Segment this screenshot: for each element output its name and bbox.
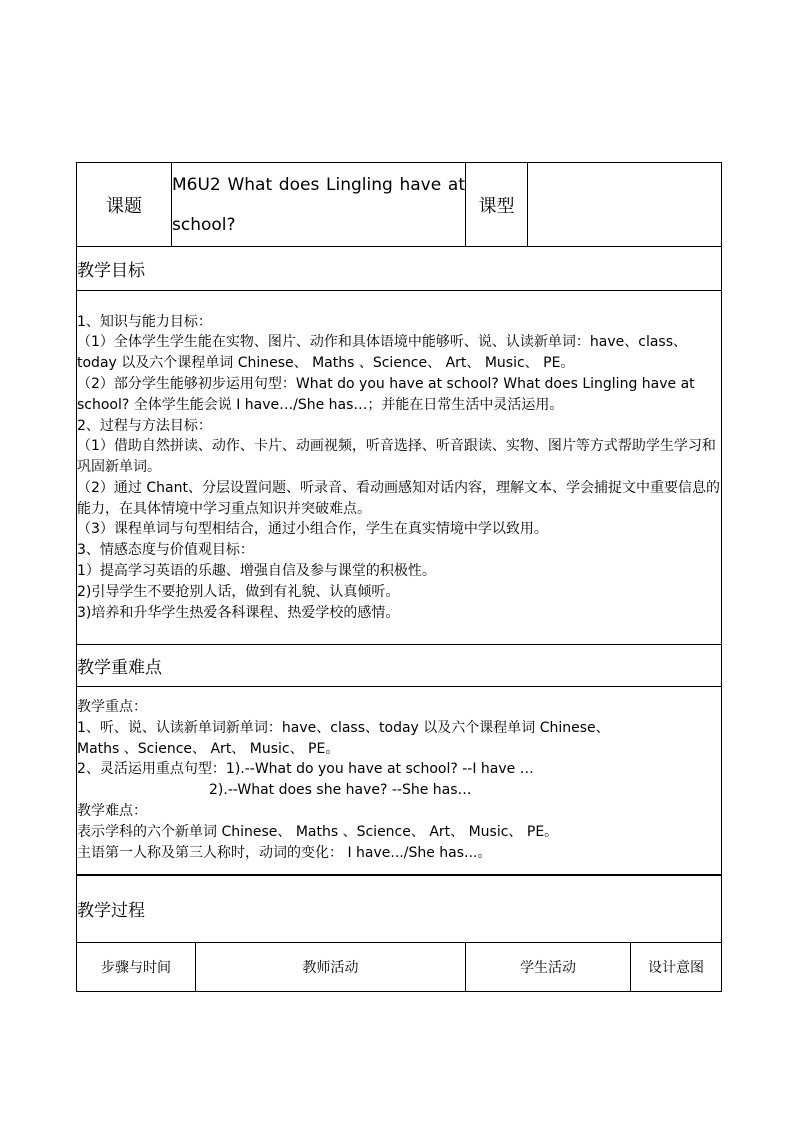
focus-label: 教学重点：	[77, 699, 147, 716]
objectives-content	[77, 291, 722, 645]
objectives-heading-row	[77, 247, 722, 291]
objective-line: （2）通过 Chant、分层设置问题、听录音、看动画感知对话内容，理解文本、学会捕捉文中重要信息的能力，在具体情境中学习重点知识并突破难点。	[77, 479, 720, 517]
column-step-time: 步骤与时间	[77, 943, 196, 992]
objectives-title: 教学目标	[77, 247, 722, 291]
objective-line: （2）部分学生能够初步运用句型：What do you have at school? What does Lingling have at school? 全体学生能会说 I have…/She has…；并能在日常生活中灵活运用。	[77, 375, 695, 413]
keypoints-title: 教学重难点	[77, 645, 722, 687]
objective-line: 2、过程与方法目标：	[77, 417, 212, 434]
keypoints-content	[77, 687, 722, 875]
process-title: 教学过程	[77, 875, 722, 943]
focus-line: 2、灵活运用重点句型：1).--What do you have at school? --I have …	[77, 761, 534, 778]
topic-title: M6U2 What does Lingling have at school?	[172, 163, 466, 247]
objective-line: 2)引导学生不要抢别人话，做到有礼貌、认真倾听。	[77, 583, 400, 600]
difficulty-label: 教学难点：	[77, 803, 147, 820]
column-teacher-activity: 教师活动	[196, 943, 466, 992]
focus-line: 1、听、说、认读新单词新单词：have、class、today 以及六个课程单词 Chinese、	[77, 719, 610, 736]
objective-line: 1、知识与能力目标：	[77, 313, 212, 330]
topic-label: 课题	[77, 163, 172, 247]
lesson-plan-table	[76, 162, 722, 992]
keypoints-content-row	[77, 687, 722, 875]
column-student-activity: 学生活动	[466, 943, 631, 992]
keypoints-heading-row	[77, 645, 722, 687]
process-columns-row	[77, 943, 722, 992]
difficulty-line: 主语第一人称及第三人称时，动词的变化： I have.../She has...。	[77, 844, 492, 861]
column-design-intent: 设计意图	[631, 943, 722, 992]
objective-line: 3)培养和升华学生热爱各科课程、热爱学校的感情。	[77, 604, 400, 621]
objective-line: （1）借助自然拼读、动作、卡片、动画视频，听音选择、听音跟读、实物、图片等方式帮助学生学习和巩固新单词。	[77, 438, 716, 476]
header-row	[77, 163, 722, 247]
type-label: 课型	[466, 163, 528, 247]
type-value	[528, 163, 722, 247]
objectives-content-row	[77, 291, 722, 645]
focus-line: Maths 、Science、 Art、 Music、 PE。	[77, 740, 340, 757]
process-heading-row	[77, 875, 722, 943]
focus-line: 2).--What does she have? --She has…	[209, 782, 472, 799]
objective-line: （1）全体学生学生能在实物、图片、动作和具体语境中能够听、说、认读新单词：have、class、today 以及六个课程单词 Chinese、 Maths 、Science、 Art、 Music、 PE。	[77, 334, 688, 372]
objective-line: 1）提高学习英语的乐趣、增强自信及参与课堂的积极性。	[77, 563, 436, 580]
difficulty-line: 表示学科的六个新单词 Chinese、 Maths 、Science、 Art、 Music、 PE。	[77, 823, 559, 840]
objective-line: 3、情感态度与价值观目标：	[77, 542, 254, 559]
objective-line: （3）课程单词与句型相结合，通过小组合作，学生在真实情境中学以致用。	[77, 521, 548, 538]
